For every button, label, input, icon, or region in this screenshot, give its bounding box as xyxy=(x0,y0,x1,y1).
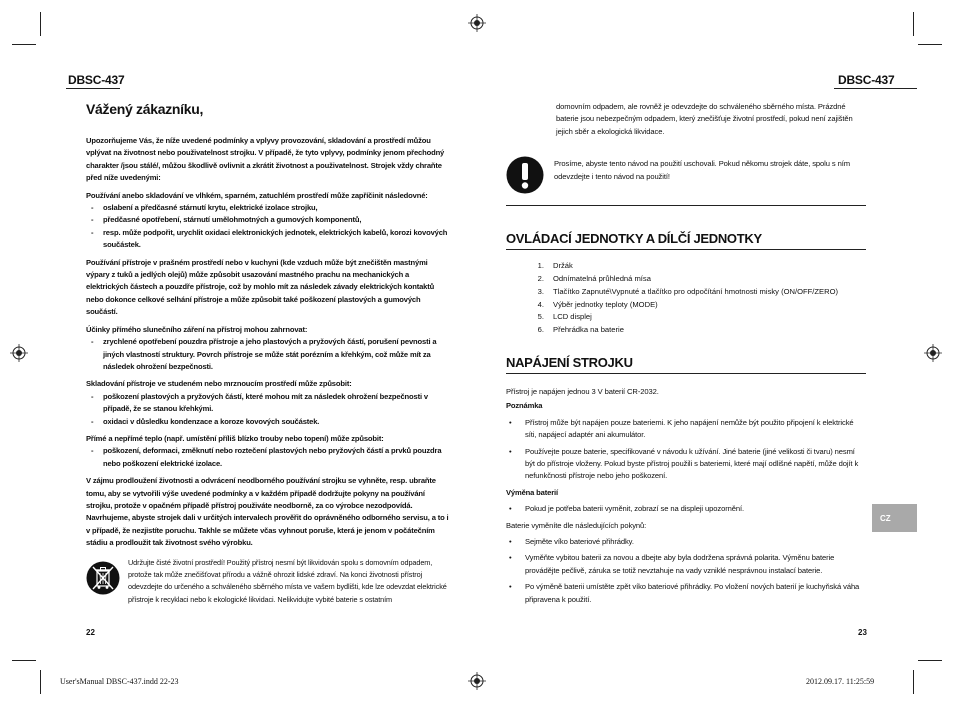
list-item: - oxidaci v důsledku kondenzace a koroze kovových součástek. xyxy=(86,416,450,428)
note-heading: Poznámka xyxy=(506,401,543,411)
header-model-right: DBSC-437 xyxy=(838,73,895,87)
list-item: 2. Odnímatelná průhledná mísa xyxy=(537,274,651,284)
list-item: - poškození, deformaci, změknutí nebo roztečení plastových nebo pryžových částí a prvků pouzdra nebo poškození elektrické izolace. xyxy=(86,445,450,470)
list-item: 4. Výběr jednotky teploty (MODE) xyxy=(537,299,658,309)
page-number-right: 23 xyxy=(858,628,867,637)
crossed-bin-icon xyxy=(86,561,120,595)
list-item: 5. LCD displej xyxy=(537,312,592,322)
controls-list xyxy=(506,260,866,337)
warning-text: Prosíme, abyste tento návod na použití uschovali. Pokud někomu strojek dáte, spolu s ním odevzdejte i tento návod na použití! xyxy=(554,159,850,181)
warning-block xyxy=(506,156,866,206)
power-title: NAPÁJENÍ STROJKU xyxy=(506,355,633,370)
list-item: • Pokud je potřeba baterii vyměnit, zobrazí se na displeji upozornění. xyxy=(506,503,866,515)
power-text: Přístroj je napájen jednou 3 V baterií CR-2032. xyxy=(506,387,659,396)
sec3-heading: Účinky přímého slunečního záření na přístroj mohou zahrnovat: xyxy=(86,324,308,334)
registration-mark-icon xyxy=(10,344,28,362)
battery-intro: Baterie vyměníte dle následujících pokynů: xyxy=(506,520,647,530)
registration-mark-icon xyxy=(924,344,942,362)
battery-heading: Výměna baterií xyxy=(506,487,558,497)
registration-mark-icon xyxy=(468,672,486,690)
page-title: Vážený zákazníku, xyxy=(86,101,204,117)
registration-mark-icon xyxy=(468,14,486,32)
controls-title: OVLÁDACÍ JEDNOTKY A DÍLČÍ JEDNOTKY xyxy=(506,231,762,247)
footer-file: User'sManual DBSC-437.indd 22-23 xyxy=(60,677,179,686)
list-item: - předčasné opotřebení, stárnutí umělohmotných a gumových komponentů, xyxy=(86,214,450,226)
power-title-rule xyxy=(506,373,866,374)
sec4-heading: Skladování přístroje ve studeném nebo mrznoucím prostředí může způsobit: xyxy=(86,379,352,389)
intro-text: Upozorňujeme Vás, že níže uvedené podmínky a vplyvy provozování, skladování a prostředí můžou vplývat na životnost nebo použivatelnost strojku. V případě, že tyto vplyvy, podmínky jenom přechodný charakter /jsou stálé/, můžou škodlivě ovlivnit a zkrátit životnost a použivatelnost. Strojek vždy chraňte před níže uvedenými: xyxy=(86,136,445,183)
left-page xyxy=(86,101,450,606)
recycle-block xyxy=(86,557,450,607)
page-number-left: 22 xyxy=(86,628,95,637)
sec6-text: V zájmu prodloužení životnosti a odvrácení neodborného používání strojku se vyhněte, resp. ubraňte tomu, aby se vytvořili výše uvedené podmínky a v každém případě dodržujte pokyny na používání strojku, protože v opačném případě přístroj použiváte neodborně, za co výrobce nezodpovídá. Navrhujeme, abyste strojek dali v určitých intervalech prověřit do oprávněného odborného servisu, a to i v případě, že nezjistíte poruchu. Takhle se můžete včas vyhnout poruše, která je jenom v počátečním stádiu a prodloužit tak životnost svého výrobku. xyxy=(86,476,449,548)
header-rule-left xyxy=(66,88,120,89)
footer-date: 2012.09.17. 11:25:59 xyxy=(806,677,875,686)
list-item: - oslabení a předčasné stárnutí krytu, elektrické izolace strojku, xyxy=(86,202,450,214)
list-item: - poškození plastových a pryžových částí, které mohou mít za následek ohrožení bezpečnosti v případě, že se stanou křehkými. xyxy=(86,391,450,416)
list-item: - resp. může podpořit, urychlit oxidaci elektronických jednotek, elektrických kabelů, korozi kovových součástek. xyxy=(86,227,450,252)
header-rule-right xyxy=(834,88,917,89)
language-tab: CZ xyxy=(872,504,917,532)
recycle-text: Udržujte čisté životní prostředí! Použitý přístroj nesmí být likvidován spolu s domovním odpadem, protože tak může znečišťovat přírodu a vážně ohrozit lidské zdraví. Na konci životnosti přístroj odevzdejte do určeného a schváleného sběrného místa ve vašem bydlišti, kde lze odevzdat elektrické přístroje k recyklaci nebo k ekologické likvidaci. Nelikvidujte vybité baterie s ostatním xyxy=(128,557,447,604)
controls-title-rule xyxy=(506,249,866,250)
exclamation-icon xyxy=(506,156,544,194)
list-item: 3. Tlačítko Zapnuté\Vypnuté a tlačítko pro odpočítání hmotnosti misky (ON/OFF/ZERO) xyxy=(537,286,839,296)
sec1-heading: Používání anebo skladování ve vlhkém, sparném, zatuchlém prostředí může zapříčinit následovné: xyxy=(86,190,428,200)
list-item: • Po výměně baterii umístěte zpět víko bateriové přihrádky. Po vložení nových baterií je kuchyňská váha připravena k použití. xyxy=(506,581,866,606)
list-item: 6. Přehrádka na baterie xyxy=(537,325,624,335)
list-item: • Používejte pouze baterie, specifikované v návodu k užívání. Jiné baterie (jiné velikosti či tvaru) nesmí být do přístroje vloženy. Pokud byste přístroj použili s bateriemi, které mají odlišné napětí, může dojít k nefunkčnosti přístroje nebo jeho poškození. xyxy=(506,446,866,483)
list-item: • Vyměňte vybitou baterii za novou a dbejte aby byla dodržena správná polarita. Výměnu baterie provádějte pečlivě, záruka se totiž nevztahuje na vady vzniklé nesprávnou instalací baterie. xyxy=(506,552,866,577)
list-item: • Přístroj může být napájen pouze bateriemi. K jeho napájení nemůže být použito připojení k elektrické síti, napájecí adaptér ani akumulátor. xyxy=(506,417,866,442)
sec2-text: Používání přístroje v prašném prostředí nebo v kuchyni (kde vzduch může být znečištěn mastnými výpary z tuků a jedlých olejů) může způsobit usazování mastného prachu na mechanických a elektrických částech a pouzdře přístroje, což by mohlo mít za následek závady elektrických kontaktů nebo dokonce celkové selhání přístroje a může způsobit také poškození plastových a gumových součástí. xyxy=(86,257,435,317)
list-item: 1. Držák xyxy=(537,261,573,271)
sec5-heading: Přímé a nepřímé teplo (např. umístění příliš blízko trouby nebo topení) může způsobit: xyxy=(86,433,384,443)
continued-text: domovním odpadem, ale rovněž je odevzdejte do schváleného sběrného místa. Prázdné baterie jsou nebezpečným odpadem, který znečišťuje životní prostředí, pokud není zajištěn jejich sběr a ekologická likvidace. xyxy=(556,102,853,136)
right-page xyxy=(506,101,866,610)
list-item: - zrychlené opotřebení pouzdra přístroje a jeho plastových a pryžových částí, porušení pevnosti a jiných vlastností struktury. Povrch přístroje se může stát porézním a křehkým, což může mít za následek ohrožení bezpečnosti. xyxy=(86,336,450,373)
header-model-left: DBSC-437 xyxy=(68,73,125,87)
list-item: • Sejměte víko bateriové přihrádky. xyxy=(506,536,866,548)
